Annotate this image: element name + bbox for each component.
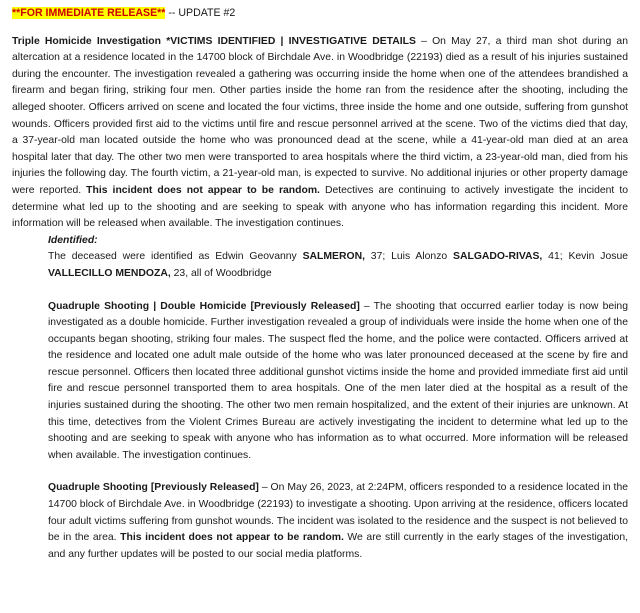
original-paragraph xyxy=(48,480,628,563)
update-1-title: Quadruple Shooting | Double Homicide [Previously Released] xyxy=(48,300,360,312)
identified-text-1: 37; Luis Alonzo xyxy=(364,251,454,263)
update-1-paragraph xyxy=(48,299,628,465)
original-body-1: – On May 26, 2023, at 2:24PM, officers responded to a residence located in the 14700 block of Birchdale Ave. in Woodbridge (22193) to investigate a shooting. Upon arriving at the residence, officers located four adult victims suffering from gunshot wounds. The incident was isolated to the residence and the suspect is not believed to be in the area. xyxy=(48,482,628,544)
identified-paragraph xyxy=(48,249,628,282)
victim-name-1: SALMERON, xyxy=(302,251,365,263)
original-bold-statement: This incident does not appear to be random. xyxy=(120,532,344,544)
update-1-body: – The shooting that occurred earlier today is now being investigated as a double homicide. Further investigation revealed a group of individuals were inside the home when one of the occupants began shooting, striking four males. The suspect fled the home, and the police were contacted. Officers arrived at the residence and located one adult male outside of the home who was later pronounced deceased at the scene by fire and rescue personnel. Officers then located three additional gunshot victims inside the home and provided immediate first aid until fire and rescue personnel transported them to area hospitals. One of the men later died at the hospital as a result of the injuries sustained during the shooting. The other two men remain hospitalized, and the extent of their injuries are unknown. At this time, detectives from the Violent Crimes Bureau are actively investigating the incident to determine what led up to the shooting and are seeking to speak with anyone who has information as to what occurred. More information will be released when available. The investigation continues. xyxy=(48,300,628,461)
update-2-paragraph xyxy=(12,34,628,233)
update-2-body-1: – On May 27, a third man shot during an altercation at a residence located in the 14700 block of Birchdale Ave. in Woodbridge (22193) died as a result of his injuries sustained during the encounter. The investigation revealed a gathering was occurring inside the home when one of the attendees brandished a firearm and began firing, striking four men. Other parties inside the home ran from the residence after the shooting, including the alleged shooter. Officers arrived on scene and located the four victims, three inside the home and one outside, suffering from gunshot wounds. Officers provided first aid to the victims until fire and rescue personnel arrived at the scene. Two of the victims died that day, a 37-year-old man located outside the home who was pronounced dead at the scene, while a 41-year-old man died at an area hospital later that day. The other two men were transported to area hospitals where the third victim, a 23-year-old man, died from his injuries the following day. The fourth victim, a 21-year-old man, is expected to survive. No additional injuries or other property damage were reported. xyxy=(12,35,628,196)
identified-intro: The deceased were identified as Edwin Geovanny xyxy=(48,251,303,263)
identified-text-3: 23, all of Woodbridge xyxy=(170,267,272,279)
victim-name-2: SALGADO-RIVAS, xyxy=(453,251,543,263)
update-label: -- UPDATE #2 xyxy=(165,7,236,19)
identified-label: Identified: xyxy=(48,234,98,246)
release-header xyxy=(12,5,628,22)
update-2-bold-statement: This incident does not appear to be random. xyxy=(86,184,320,196)
original-title: Quadruple Shooting [Previously Released] xyxy=(48,482,259,494)
original-body-2: We are still currently in the early stages of the investigation, and any further updates will be posted to our social media platforms. xyxy=(48,532,628,560)
original-release-section xyxy=(48,480,628,563)
identified-section xyxy=(48,233,628,283)
victim-name-3: VALLECILLO MENDOZA, xyxy=(48,267,171,279)
release-tag: **FOR IMMEDIATE RELEASE** xyxy=(12,7,166,19)
update-1-section xyxy=(48,299,628,465)
identified-text-2: 41; Kevin Josue xyxy=(542,251,629,263)
update-2-title: Triple Homicide Investigation *VICTIMS IDENTIFIED | INVESTIGATIVE DETAILS xyxy=(12,35,416,47)
update-2-body-2: Detectives are continuing to actively investigate the incident to determine what led up to the shooting and are seeking to speak with anyone who has information regarding this incident. More information will be released when available. The investigation continues. xyxy=(12,184,628,230)
